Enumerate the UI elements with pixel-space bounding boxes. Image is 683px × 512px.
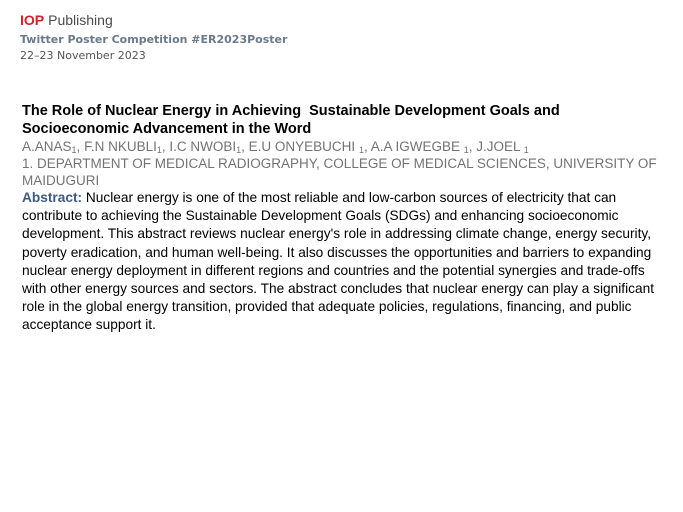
author-separator: , bbox=[241, 139, 249, 154]
event-dates: 22–23 November 2023 bbox=[20, 49, 146, 62]
abstract bbox=[22, 189, 672, 335]
author-name: I.C NWOBI bbox=[169, 139, 237, 154]
paper-title-line-2: Socioeconomic Advancement in the Word bbox=[22, 121, 312, 137]
author-affiliation-index: 1 bbox=[156, 145, 162, 155]
author-separator: , bbox=[76, 139, 85, 154]
author-affiliation-index: 1 bbox=[236, 145, 242, 155]
paper-abstract-block bbox=[22, 102, 672, 335]
iop-publishing-logo[interactable] bbox=[20, 11, 287, 29]
competition-title: Twitter Poster Competition #ER2023Poster bbox=[20, 33, 288, 46]
author-separator: , bbox=[363, 139, 371, 154]
author-list bbox=[22, 138, 672, 155]
logo-word: Publishing bbox=[48, 12, 113, 28]
author-affiliation-index: 1 bbox=[71, 145, 77, 155]
paper-title bbox=[22, 102, 672, 138]
abstract-label: Abstract: bbox=[22, 190, 83, 205]
author-name: A.ANAS bbox=[22, 139, 72, 154]
author-name: E.U ONYEBUCHI bbox=[248, 139, 359, 154]
author-affiliation-index: 1 bbox=[358, 145, 364, 155]
author-affiliation-index: 1 bbox=[463, 145, 469, 155]
author-name: A.A IGWEGBE bbox=[370, 139, 464, 154]
author-separator: , bbox=[161, 139, 170, 154]
affiliation: 1. DEPARTMENT OF MEDICAL RADIOGRAPHY, COLLEGE OF MEDICAL SCIENCES, UNIVERSITY OF MAIDUGURI bbox=[22, 156, 657, 188]
author-name: J.JOEL bbox=[476, 139, 524, 154]
paper-title-line-1: The Role of Nuclear Energy in Achieving Sustainable Development Goals and bbox=[22, 103, 560, 119]
logo-mark: IOP bbox=[20, 12, 45, 28]
author-name: F.N NKUBLI bbox=[84, 139, 157, 154]
header bbox=[20, 11, 287, 63]
author-separator: , bbox=[468, 139, 477, 154]
author-affiliation-index: 1 bbox=[523, 145, 529, 155]
abstract-text: Nuclear energy is one of the most reliable and low-carbon sources of electricity that can contribute to achieving the Sustainable Development Goals (SDGs) and enhancing socioeconomic development. This abstract reviews nuclear energy's role in addressing climate change, energy security, poverty eradication, and human well-being. It also discusses the opportunities and barriers to expanding nuclear energy deployment in different regions and countries and the potential synergies and trade-offs with other energy sources and sectors. The abstract concludes that nuclear energy can play a significant role in the global energy transition, provided that adequate policies, regulations, financing, and public acceptance support it. bbox=[22, 190, 655, 333]
